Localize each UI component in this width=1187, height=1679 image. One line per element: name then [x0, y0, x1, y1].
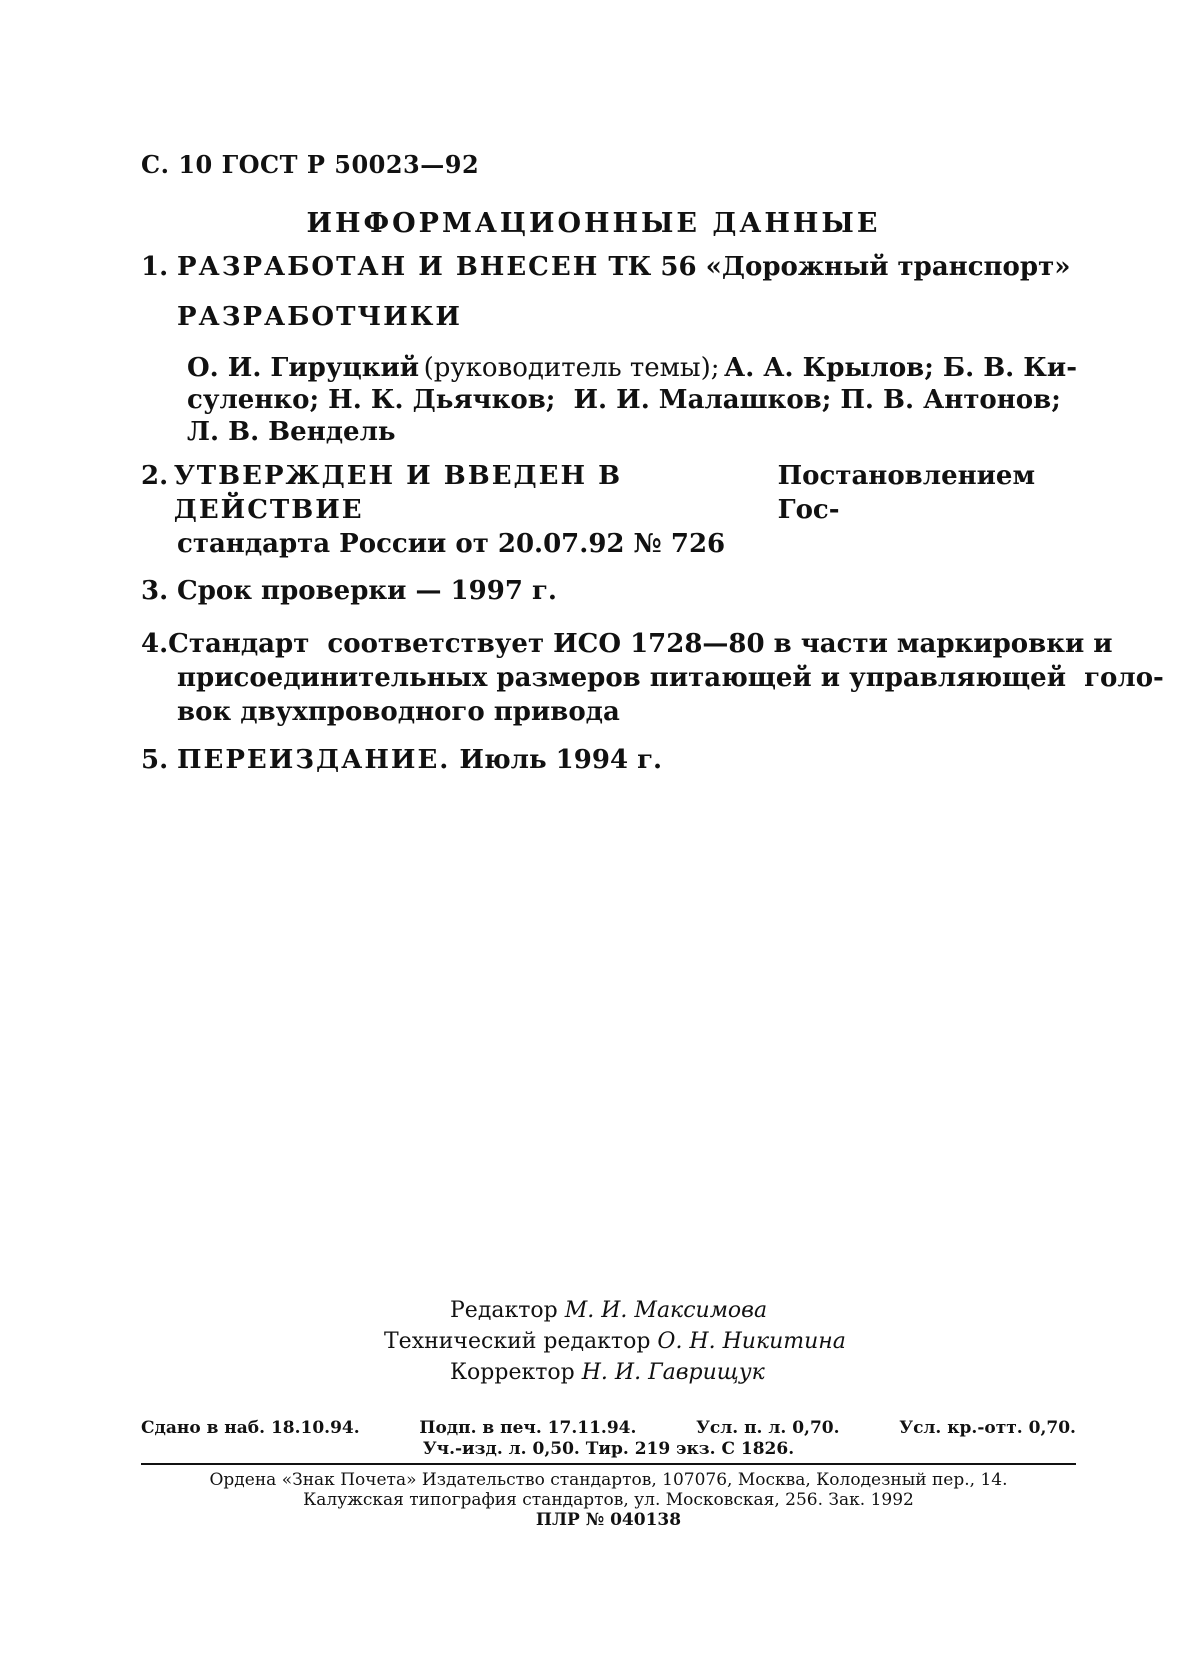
editor-role: Редактор [450, 1298, 558, 1323]
typeset-date: Сдано в наб. 18.10.94. [141, 1418, 360, 1438]
item-line [141, 627, 1113, 661]
item-line: присоединительных размеров питающей и управляющей голо- [177, 663, 1164, 693]
print-sheets: Усл. п. л. 0,70. [696, 1418, 840, 1438]
item-text: Июль 1994 г. [459, 745, 663, 775]
item-text: Срок проверки — 1997 г. [177, 576, 557, 606]
developers-line: Л. В. Вендель [187, 417, 396, 447]
item-caps: РАЗРАБОТАН И ВНЕСЕН [177, 252, 600, 282]
edition-details: Уч.-изд. л. 0,50. Тир. 219 экз. С 1826. [422, 1439, 795, 1459]
item-text: ТК 56 «Дорожный транспорт» [608, 252, 1071, 282]
item-text: Постановлением Гос- [777, 461, 1036, 525]
developers-heading: РАЗРАБОТЧИКИ [177, 302, 462, 332]
developers-list [187, 352, 1077, 448]
item-line: вок двухпроводного привода [177, 697, 620, 727]
divider [141, 1463, 1076, 1465]
page-title: ИНФОРМАЦИОННЫЕ ДАННЫЕ [306, 208, 881, 239]
printer-line: Калужская типография стандартов, ул. Московская, 256. Зак. 1992 [303, 1490, 914, 1510]
developer-names: А. А. Крылов; Б. В. Ки- [724, 353, 1077, 383]
print-date: Подп. в печ. 17.11.94. [419, 1418, 637, 1438]
corrector-role: Корректор [450, 1360, 575, 1385]
item-number: 1. [141, 252, 169, 282]
tech-editor-name: О. Н. Никитина [657, 1329, 846, 1354]
developers-line [187, 352, 1077, 384]
item-text: Стандарт соответствует ИСО 1728—80 в части маркировки и [168, 629, 1113, 659]
print-details [141, 1418, 1076, 1460]
item-number: 4. [141, 629, 169, 659]
developer-role: (руководитель темы); [423, 353, 720, 383]
corrector-name: Н. И. Гаврищук [581, 1360, 765, 1385]
tech-editor-role: Технический редактор [384, 1329, 651, 1354]
corrector-line [450, 1357, 765, 1388]
item-line [141, 459, 1076, 527]
item-5 [141, 743, 1076, 777]
editor-name: М. И. Максимова [564, 1298, 768, 1323]
print-details-row [141, 1418, 1076, 1439]
publisher-line: Ордена «Знак Почета» Издательство стандартов, 107076, Москва, Колодезный пер., 14. [209, 1470, 1008, 1490]
item-4 [141, 627, 1164, 729]
item-caps: УТВЕРЖДЕН И ВВЕДЕН В ДЕЙСТВИЕ [173, 461, 623, 525]
editor-line [450, 1295, 767, 1326]
developer-name: О. И. Гируцкий [187, 353, 420, 383]
item-2 [141, 459, 1076, 561]
developers-line: суленко; Н. К. Дьячков; И. И. Малашков; П. В. Антонов; [187, 385, 1061, 415]
item-3 [141, 574, 1076, 608]
license-line: ПЛР № 040138 [535, 1510, 682, 1530]
item-line: стандарта России от 20.07.92 № 726 [177, 529, 726, 559]
item-1 [141, 250, 1076, 284]
publisher-info [141, 1470, 1076, 1530]
item-caps: ПЕРЕИЗДАНИЕ. [177, 745, 451, 775]
item-number: 5. [141, 745, 169, 775]
item-number: 2. [141, 461, 169, 491]
color-prints: Усл. кр.-отт. 0,70. [899, 1418, 1076, 1438]
item-number: 3. [141, 576, 169, 606]
tech-editor-line [384, 1326, 846, 1357]
page-header: С. 10 ГОСТ Р 50023—92 [141, 150, 480, 179]
